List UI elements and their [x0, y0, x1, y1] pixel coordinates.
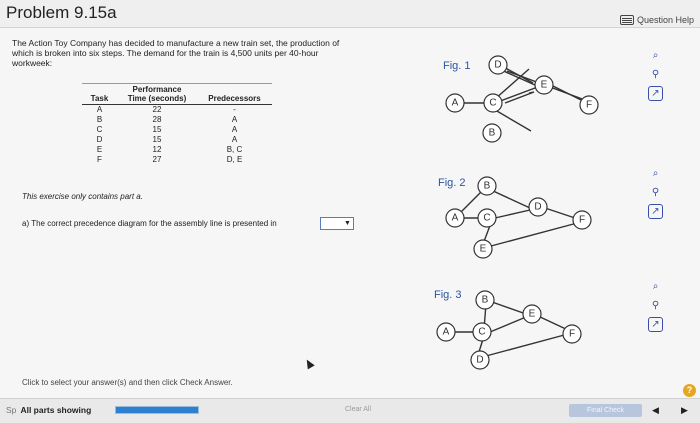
fig-1-node-b-label: B [488, 127, 496, 139]
problem-intro: The Action Toy Company has decided to manufacture a new train set, the production of which is broken into six steps. The demand for the train is 4,500 units per 40-hour workweek: [12, 38, 340, 68]
time-cell: 12 [152, 145, 162, 154]
fig-3-node-d-label: D [476, 354, 484, 366]
open-in-window-icon[interactable]: ↗ [648, 317, 663, 332]
fig-3-node-c-label: C [478, 326, 486, 338]
status-prefix: Sp [6, 405, 17, 415]
question-help-button[interactable] [620, 15, 694, 25]
task-cell: E [96, 145, 103, 154]
help-button[interactable]: ? [683, 384, 696, 397]
fig-1-node-f-label: F [585, 99, 593, 111]
page-title: Problem 9.15a [6, 3, 117, 22]
pred-cell: A [231, 135, 238, 144]
time-cell: 22 [152, 105, 162, 114]
clear-all-button[interactable]: Clear All [344, 406, 372, 413]
fig-2-tools [648, 166, 666, 223]
fig-2-node-e-label: E [479, 243, 487, 255]
table-row [82, 125, 272, 135]
question-text: a) The correct precedence diagram for the assembly line is presented in [22, 219, 277, 228]
answer-dropdown[interactable] [320, 217, 354, 230]
fig-1-node-e-label: E [540, 79, 548, 91]
question-help-label: Question Help [636, 15, 694, 25]
task-table [82, 83, 272, 165]
task-cell: D [96, 135, 103, 144]
task-cell: C [96, 125, 103, 134]
only-part-note: This exercise only contains part a. [22, 192, 143, 201]
parts-status [6, 405, 91, 415]
problem-content [0, 28, 700, 398]
open-in-window-icon[interactable]: ↗ [648, 204, 663, 219]
fig-3-node-f-label: F [568, 328, 576, 340]
fig-1-node-d-label: D [494, 59, 502, 71]
fig-2-diagram [445, 180, 605, 260]
pred-header: Predecessors [197, 84, 272, 105]
mouse-cursor-icon [303, 358, 314, 370]
table-row [82, 155, 272, 165]
pred-cell: A [231, 115, 238, 124]
zoom-out-icon[interactable]: ⚲ [651, 300, 660, 311]
fig-3-node-b-label: B [481, 294, 489, 306]
fig-3-label: Fig. 3 [434, 289, 462, 301]
time-cell: 15 [152, 135, 162, 144]
open-in-window-icon[interactable]: ↗ [648, 86, 663, 101]
time-cell: 15 [152, 125, 162, 134]
fig-3-diagram [440, 294, 600, 374]
list-icon [620, 15, 634, 25]
time-header: Performance Time (seconds) [117, 84, 197, 105]
chevron-left-icon[interactable]: ◀ [652, 405, 659, 415]
fig-3-node-a-label: A [442, 326, 450, 338]
task-header: Task [82, 84, 117, 105]
fig-1-node-a-label: A [451, 97, 459, 109]
table-row [82, 105, 272, 116]
instruction-text: Click to select your answer(s) and then click Check Answer. [22, 378, 233, 387]
table-row [82, 145, 272, 155]
pred-cell: - [233, 105, 236, 114]
progress-fill [116, 407, 198, 413]
task-cell: A [96, 105, 103, 114]
fig-2-node-f-label: F [578, 214, 586, 226]
zoom-out-icon[interactable]: ⚲ [651, 187, 660, 198]
fig-3-node-e-label: E [528, 308, 536, 320]
fig-3-tools [648, 279, 666, 336]
final-check-button[interactable]: Final Check [569, 404, 642, 417]
fig-2-node-a-label: A [451, 212, 459, 224]
fig-1-diagram [445, 59, 605, 143]
task-cell: B [96, 115, 103, 124]
table-row [82, 115, 272, 125]
task-cell: F [97, 155, 102, 164]
zoom-in-icon[interactable]: ⌕ [652, 50, 659, 61]
top-bar [0, 0, 700, 28]
table-row [82, 135, 272, 145]
pred-cell: A [231, 125, 238, 134]
time-cell: 27 [152, 155, 162, 164]
fig-2-node-d-label: D [534, 201, 542, 213]
fig-2-node-b-label: B [483, 180, 491, 192]
fig-1-node-c-label: C [489, 97, 497, 109]
time-cell: 28 [152, 115, 162, 124]
pred-cell: D, E [226, 155, 243, 164]
zoom-in-icon[interactable]: ⌕ [652, 168, 659, 179]
status-text: All parts showing [20, 405, 92, 415]
fig-1-label: Fig. 1 [443, 60, 471, 72]
fig-1-tools [648, 48, 666, 105]
pred-cell: B, C [226, 145, 243, 154]
fig-2-label: Fig. 2 [438, 177, 466, 189]
progress-bar [115, 406, 199, 414]
dropdown-arrow-icon: ▼ [344, 220, 351, 227]
zoom-out-icon[interactable]: ⚲ [651, 69, 660, 80]
chevron-right-icon[interactable]: ▶ [681, 405, 688, 415]
zoom-in-icon[interactable]: ⌕ [652, 281, 659, 292]
bottom-bar [0, 398, 700, 423]
fig-2-node-c-label: C [483, 212, 491, 224]
